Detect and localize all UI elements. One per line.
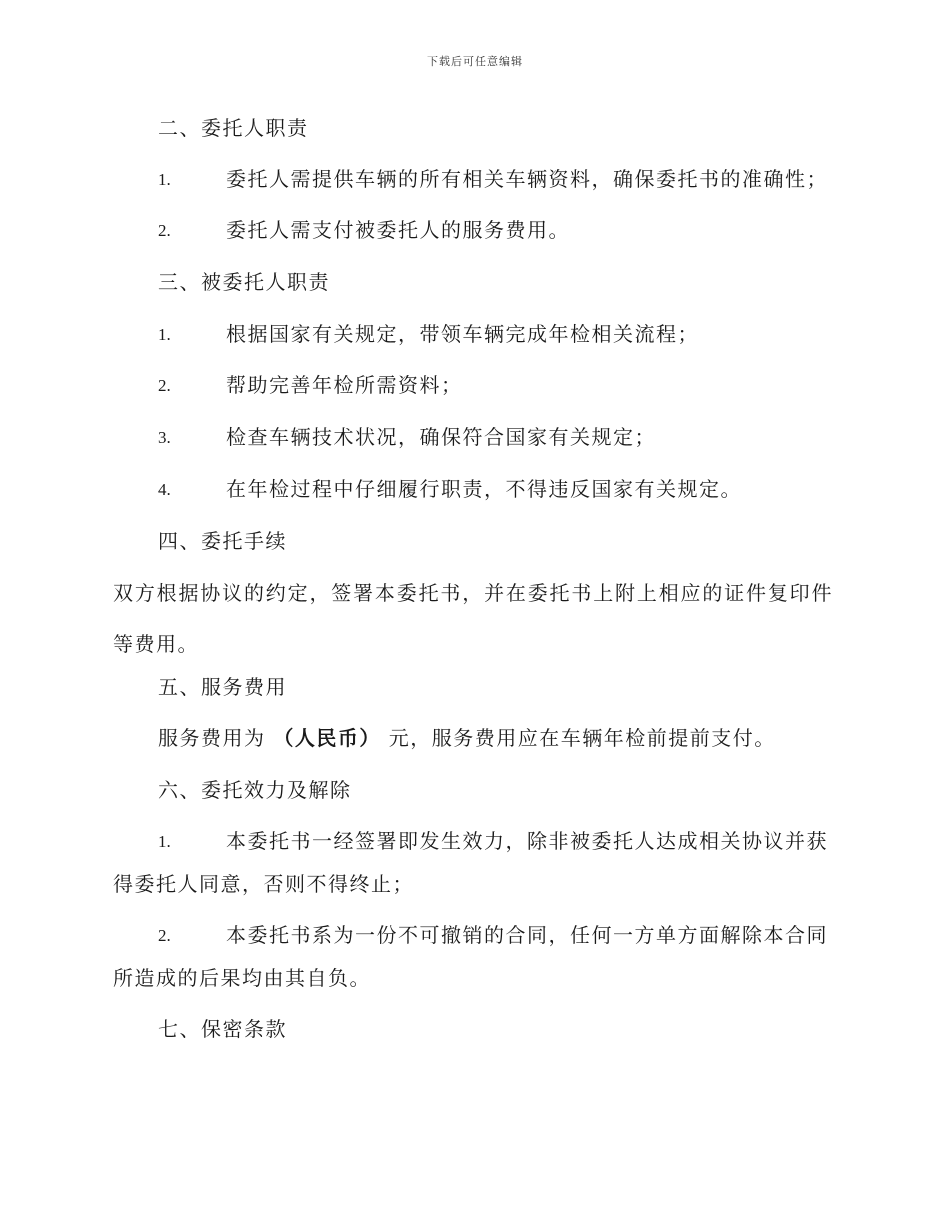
fee-text-after: 元，服务费用应在车辆年检前提前支付。 [388,726,776,750]
section-heading-6: 六、委托效力及解除 [158,778,352,802]
list-item-number: 2. [158,926,171,945]
list-item-text: 本委托书系为一份不可撤销的合同，任何一方单方面解除本合同 [226,923,828,947]
list-item-text: 委托人需提供车辆的所有相关车辆资料，确保委托书的准确性； [226,167,828,191]
list-item-number: 4. [158,480,171,499]
list-item-number: 2. [158,376,171,395]
fee-currency: （人民币） [273,726,381,750]
list-item-number: 2. [158,221,171,240]
section-heading-4: 四、委托手续 [158,529,287,553]
paragraph: 双方根据协议的约定，签署本委托书，并在委托书上附上相应的证件复印件等费用。 [113,581,833,656]
list-item-number: 3. [158,428,171,447]
list-item-number: 1. [158,832,171,851]
page-header: 下载后可任意编辑 [427,55,523,68]
fee-text-before: 服务费用为 [158,726,266,750]
list-item-number: 1. [158,170,171,189]
list-item-text: 本委托书一经签署即发生效力，除非被委托人达成相关协议并获 [226,829,828,853]
list-item-text: 帮助完善年检所需资料； [226,373,463,397]
section-heading-3: 三、被委托人职责 [158,270,330,294]
list-item-continuation: 所造成的后果均由其自负。 [113,966,371,990]
list-item-continuation: 得委托人同意，否则不得终止； [113,872,414,896]
fee-line [158,724,776,752]
list-item-text: 检查车辆技术状况，确保符合国家有关规定； [226,425,656,449]
section-heading-5: 五、服务费用 [158,675,287,699]
list-item-text: 委托人需支付被委托人的服务费用。 [226,218,570,242]
list-item-text: 在年检过程中仔细履行职责，不得违反国家有关规定。 [226,477,742,501]
section-heading-2: 二、委托人职责 [158,116,309,140]
section-heading-7: 七、保密条款 [158,1017,287,1041]
list-item-number: 1. [158,325,171,344]
list-item-text: 根据国家有关规定，带领车辆完成年检相关流程； [226,322,699,346]
